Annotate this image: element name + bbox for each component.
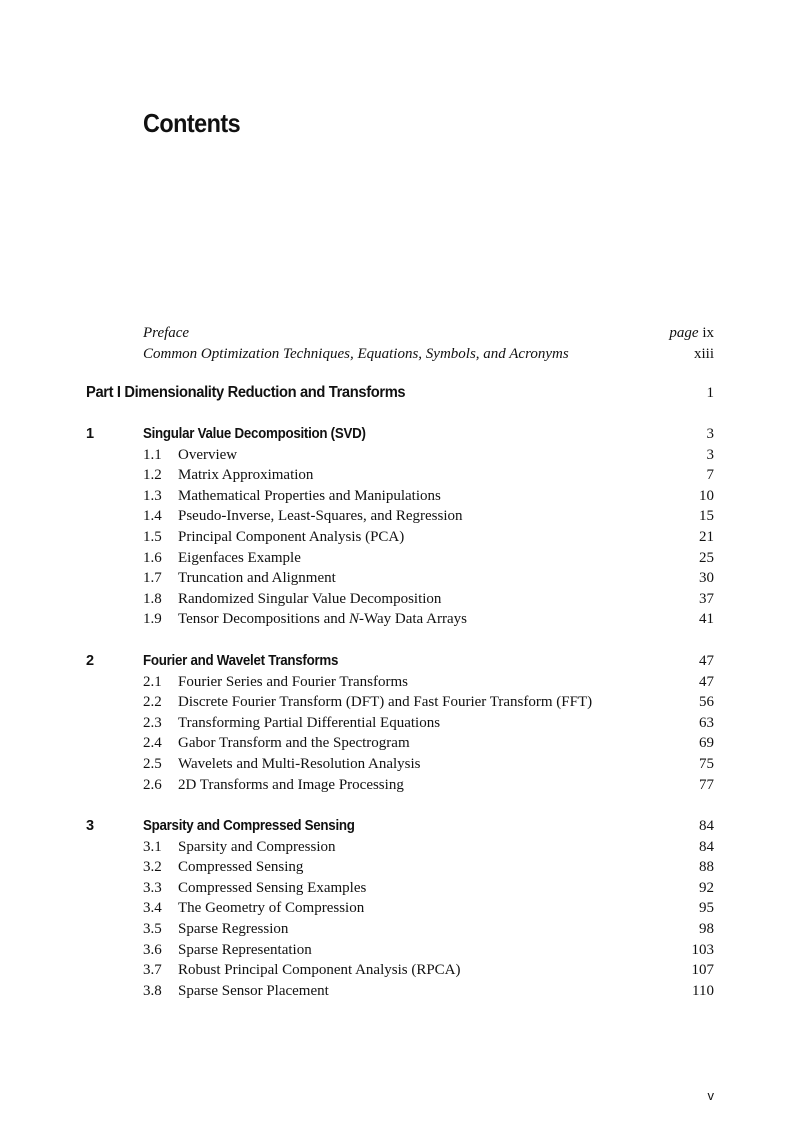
section-title: Sparse Representation <box>178 941 312 958</box>
toc-section[interactable] <box>86 919 714 940</box>
chapter-number: 1 <box>86 426 94 442</box>
toc-section[interactable] <box>86 733 714 754</box>
section-page: 98 <box>699 920 714 937</box>
section-title-math-n: N <box>349 611 360 628</box>
section-number: 2.1 <box>143 673 162 690</box>
entry-title: Preface <box>143 325 190 341</box>
entry-page: xiii <box>693 345 714 362</box>
section-title: Matrix Approximation <box>178 467 314 484</box>
section-page: 30 <box>699 570 714 587</box>
toc-section[interactable] <box>86 672 714 693</box>
section-title: Fourier Series and Fourier Transforms <box>178 673 408 690</box>
section-number: 3.7 <box>143 962 162 979</box>
section-title: 2D Transforms and Image Processing <box>178 776 404 793</box>
chapter-heading[interactable] <box>86 651 714 672</box>
section-title: Randomized Singular Value Decomposition <box>178 590 442 607</box>
section-page: 7 <box>706 467 714 484</box>
toc-section[interactable] <box>86 465 714 486</box>
chapter-title: Fourier and Wavelet Transforms <box>143 653 339 669</box>
section-title: The Geometry of Compression <box>178 900 365 917</box>
toc-chapter-1 <box>86 424 714 630</box>
toc-section[interactable] <box>86 445 714 466</box>
toc-chapter-2 <box>86 651 714 795</box>
section-page: 107 <box>691 962 714 979</box>
section-page: 15 <box>699 508 714 525</box>
chapter-page: 3 <box>706 426 714 442</box>
section-number: 3.3 <box>143 879 162 896</box>
section-page: 92 <box>699 879 714 896</box>
front-matter-list <box>143 323 714 364</box>
section-page: 84 <box>699 838 714 855</box>
section-number: 1.5 <box>143 528 162 545</box>
section-title: Wavelets and Multi-Resolution Analysis <box>178 755 421 772</box>
section-page: 77 <box>699 776 714 793</box>
toc-section[interactable] <box>86 589 714 610</box>
section-title <box>178 609 467 630</box>
section-title: Transforming Partial Differential Equations <box>178 714 441 731</box>
section-number: 1.8 <box>143 590 162 607</box>
section-number: 3.8 <box>143 982 162 999</box>
toc-section[interactable] <box>86 878 714 899</box>
section-title: Mathematical Properties and Manipulations <box>178 487 441 504</box>
section-number: 3.2 <box>143 859 162 876</box>
section-page: 25 <box>699 549 714 566</box>
toc-section[interactable] <box>86 609 714 630</box>
section-page: 21 <box>699 528 714 545</box>
toc-section[interactable] <box>86 486 714 507</box>
toc-section[interactable] <box>86 754 714 775</box>
section-title: Overview <box>178 446 238 463</box>
section-number: 1.4 <box>143 508 162 525</box>
chapter-heading[interactable] <box>86 816 714 837</box>
section-title-part: Tensor Decompositions and <box>178 611 350 628</box>
toc-section[interactable] <box>86 981 714 1002</box>
toc-section[interactable] <box>86 527 714 548</box>
section-title: Robust Principal Component Analysis (RPCA) <box>178 962 461 979</box>
section-page: 69 <box>699 735 714 752</box>
toc-part-1[interactable] <box>86 382 714 404</box>
section-title-part: -Way Data Arrays <box>359 611 467 628</box>
chapter-number: 2 <box>86 653 94 669</box>
section-page: 3 <box>706 446 714 463</box>
section-title: Pseudo-Inverse, Least-Squares, and Regression <box>178 508 463 525</box>
section-page: 41 <box>699 611 714 628</box>
section-page: 10 <box>699 487 714 504</box>
toc-section[interactable] <box>86 692 714 713</box>
section-title: Sparse Regression <box>178 920 289 937</box>
section-number: 2.4 <box>143 735 162 752</box>
chapter-title: Sparsity and Compressed Sensing <box>143 818 355 834</box>
section-number: 2.2 <box>143 694 162 711</box>
section-page: 75 <box>699 755 714 772</box>
section-title: Compressed Sensing Examples <box>178 879 367 896</box>
section-page: 37 <box>699 590 714 607</box>
section-title: Discrete Fourier Transform (DFT) and Fast Fourier Transform (FFT) <box>178 694 593 711</box>
section-number: 3.6 <box>143 941 162 958</box>
section-title: Eigenfaces Example <box>178 549 301 566</box>
entry-page <box>669 323 714 344</box>
section-number: 1.1 <box>143 446 162 463</box>
toc-section[interactable] <box>86 960 714 981</box>
section-number: 2.6 <box>143 776 162 793</box>
section-number: 1.7 <box>143 570 162 587</box>
section-title: Gabor Transform and the Spectrogram <box>178 735 410 752</box>
toc-section[interactable] <box>86 713 714 734</box>
section-number: 1.2 <box>143 467 162 484</box>
entry-title: Common Optimization Techniques, Equations, Symbols, and Acronyms <box>143 345 569 362</box>
toc-section[interactable] <box>86 568 714 589</box>
section-title: Compressed Sensing <box>178 859 304 876</box>
toc-chapter-3 <box>86 816 714 1001</box>
section-page: 88 <box>699 859 714 876</box>
toc-entry-optimization-techniques[interactable] <box>143 344 714 365</box>
toc-entry-preface[interactable] <box>143 323 714 344</box>
section-page: 95 <box>699 900 714 917</box>
section-page: 110 <box>692 982 714 999</box>
section-number: 1.6 <box>143 549 162 566</box>
chapter-heading[interactable] <box>86 424 714 445</box>
section-number: 1.9 <box>143 611 162 628</box>
section-page: 47 <box>699 673 714 690</box>
part-page: 1 <box>706 385 714 401</box>
section-title: Truncation and Alignment <box>178 570 336 587</box>
chapter-page: 84 <box>699 818 714 834</box>
section-number: 3.1 <box>143 838 162 855</box>
section-page: 103 <box>691 941 714 958</box>
section-number: 1.3 <box>143 487 162 504</box>
toc-section[interactable] <box>86 857 714 878</box>
toc-section[interactable] <box>86 548 714 569</box>
section-title: Sparsity and Compression <box>178 838 336 855</box>
chapter-number: 3 <box>86 818 94 834</box>
chapter-title: Singular Value Decomposition (SVD) <box>143 426 366 442</box>
toc-section[interactable] <box>86 940 714 961</box>
section-number: 3.4 <box>143 900 162 917</box>
section-number: 2.3 <box>143 714 162 731</box>
toc-section[interactable] <box>86 775 714 796</box>
part-label: Part I Dimensionality Reduction and Transforms <box>86 384 406 401</box>
chapter-page: 47 <box>699 653 714 669</box>
section-number: 2.5 <box>143 755 162 772</box>
toc-section[interactable] <box>86 506 714 527</box>
section-page: 56 <box>699 694 714 711</box>
page-number-folio: v <box>707 1088 714 1103</box>
section-page: 63 <box>699 714 714 731</box>
toc-section[interactable] <box>86 898 714 919</box>
page-prefix: page <box>669 325 699 341</box>
page-title: Contents <box>143 108 241 138</box>
section-number: 3.5 <box>143 920 162 937</box>
toc-section[interactable] <box>86 837 714 858</box>
section-title: Sparse Sensor Placement <box>178 982 329 999</box>
page-number: ix <box>702 325 714 341</box>
section-title: Principal Component Analysis (PCA) <box>178 528 405 545</box>
